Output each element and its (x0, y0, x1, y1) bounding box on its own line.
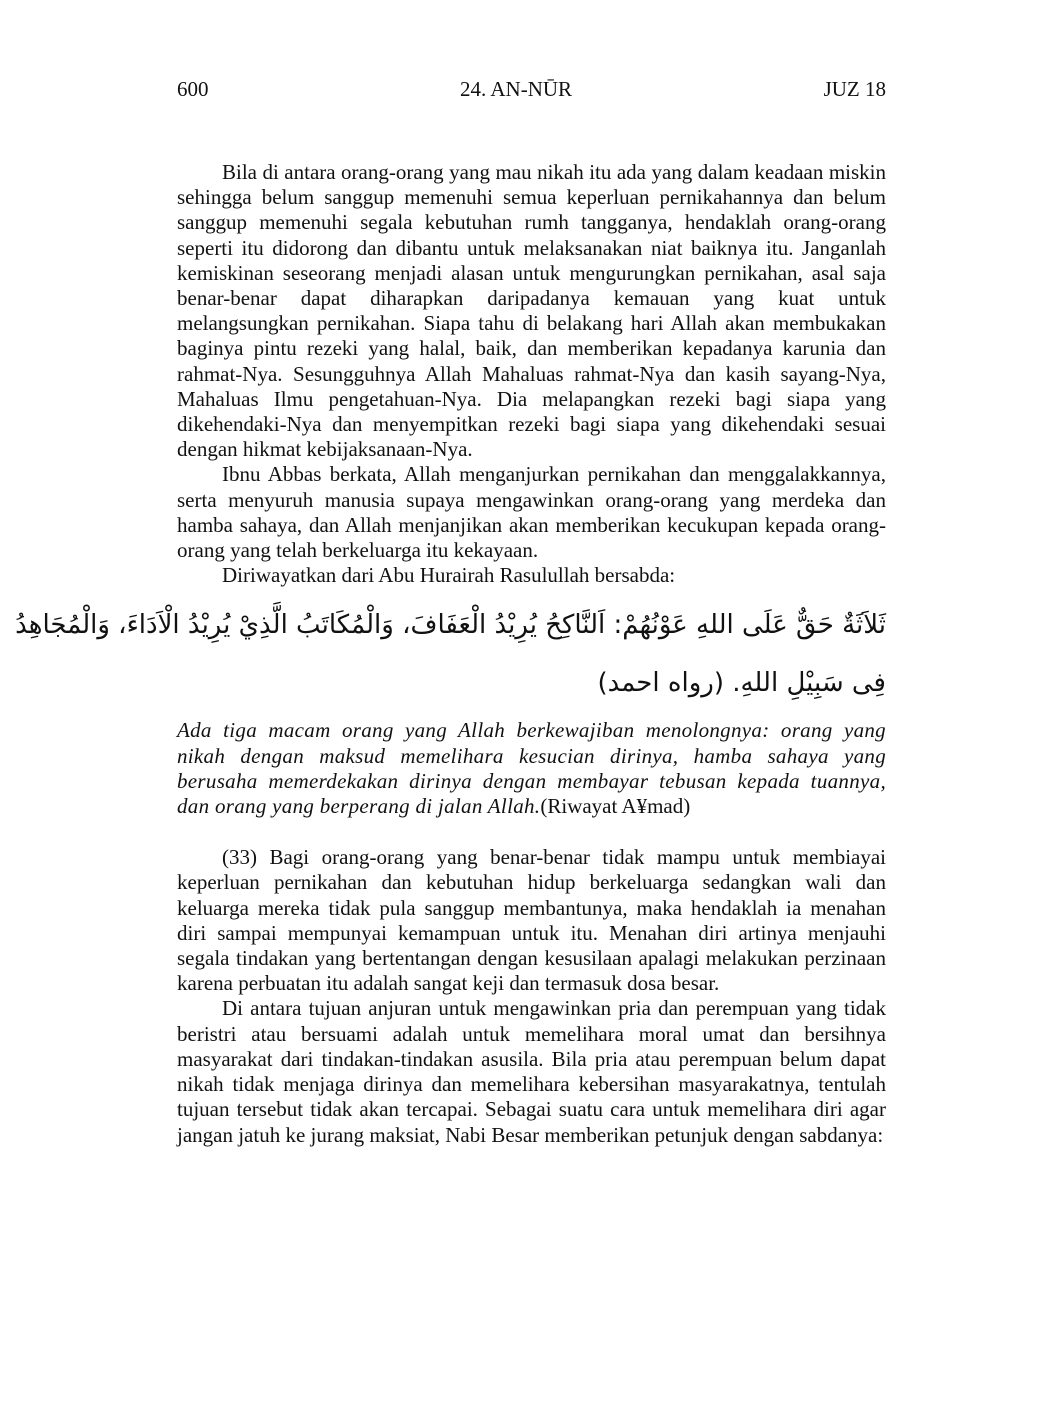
hadith-arabic-line-1: ثَلاَثَةٌ حَقٌّ عَلَى اللهِ عَوْنُهُمْ: اَلنَّاكِحُ يُرِيْدُ الْعَفَافَ، وَالْمُكَاتَبُ الَّذِيْ يُرِيْدُ الْاَدَاءَ، وَالْمُجَاهِدُ (15, 610, 886, 641)
hadith-arabic-text (15, 596, 886, 712)
page-number: 600 (177, 77, 209, 101)
hadith-source: (Riwayat A¥mad) (540, 794, 691, 819)
surah-title: 24. AN-NŪR (460, 77, 573, 101)
page-body (15, 160, 886, 1148)
paragraph-poor-marriage: Bila di antara orang-orang yang mau nikah itu ada yang dalam keadaan miskin sehingga belum sanggup memenuhi semua keperluan pernikahannya dan belum sanggup memenuhi segala kebutuhan rumh tangganya, hendaklah orang-orang seperti itu didorong dan dibantu untuk melaksanakan niat baiknya itu. Janganlah kemiskinan seseorang menjadi alasan untuk mengurungkan pernikahan, asal saja benar-benar dapat diharapkan daripadanya kemauan yang kuat untuk melangsungkan pernikahan. Siapa tahu di belakang hari Allah akan membukakan baginya pintu rezeki yang halal, baik, dan memberikan kepadanya karunia dan rahmat-Nya. Sesungguhnya Allah Mahaluas rahmat-Nya dan kasih sayang-Nya, Mahaluas Ilmu pengetahuan-Nya. Dia melapangkan rezeki bagi siapa yang dikehendaki-Nya dan menyempitkan rezeki bagi siapa yang dikehendaki sesuai dengan hikmat kebijaksanaan-Nya. (177, 160, 886, 462)
paragraph-ibnu-abbas: Ibnu Abbas berkata, Allah menganjurkan pernikahan dan menggalakkannya, serta menyuruh manusia supaya mengawinkan orang-orang yang merdeka dan hamba sahaya, dan Allah menjanjikan akan memberikan kecukupan kepada orang-orang yang telah berkeluarga itu kekayaan. (177, 462, 886, 563)
hadith-translation-text: Ada tiga macam orang yang Allah berkewajiban menolongnya: orang yang nikah dengan maksud memelihara kesucian dirinya, hamba sahaya yang berusaha memerdekakan dirinya dengan membayar tebusan kepada tuannya, dan orang yang berperang di jalan Allah. (177, 718, 886, 819)
book-page (15, 76, 886, 1148)
section-gap (177, 819, 886, 845)
paragraph-marriage-purpose: Di antara tujuan anjuran untuk mengawinkan pria dan perempuan yang tidak beristri atau bersuami adalah untuk memelihara moral umat dan bersihnya masyarakat dari tindakan-tindakan asusila. Bila pria atau perempuan belum dapat nikah tidak menjaga dirinya dan memelihara kebersihan masyarakatnya, tentulah tujuan tersebut tidak akan tercapai. Sebagai suatu cara untuk memelihara diri agar jangan jatuh ke jurang maksiat, Nabi Besar memberikan petunjuk dengan sabdanya: (177, 996, 886, 1147)
juz-label: JUZ 18 (823, 77, 886, 101)
running-header (177, 76, 886, 102)
hadith-translation (177, 718, 886, 819)
paragraph-verse-33: (33) Bagi orang-orang yang benar-benar tidak mampu untuk membiayai keperluan pernikahan dan kebutuhan hidup berkeluarga sedangkan wali dan keluarga mereka tidak pula sanggup membantunya, maka hendaklah ia menahan diri sampai mempunyai kemampuan untuk itu. Menahan diri artinya menjauhi segala tindakan yang bertentangan dengan kesusilaan apalagi melakukan perzinaan karena perbuatan itu adalah sangat keji dan termasuk dosa besar. (177, 845, 886, 996)
hadith-arabic-line-2: فِى سَبِيْلِ اللهِ. (رواه احمد) (597, 668, 886, 699)
paragraph-hadith-intro: Diriwayatkan dari Abu Hurairah Rasulullah bersabda: (222, 563, 676, 588)
